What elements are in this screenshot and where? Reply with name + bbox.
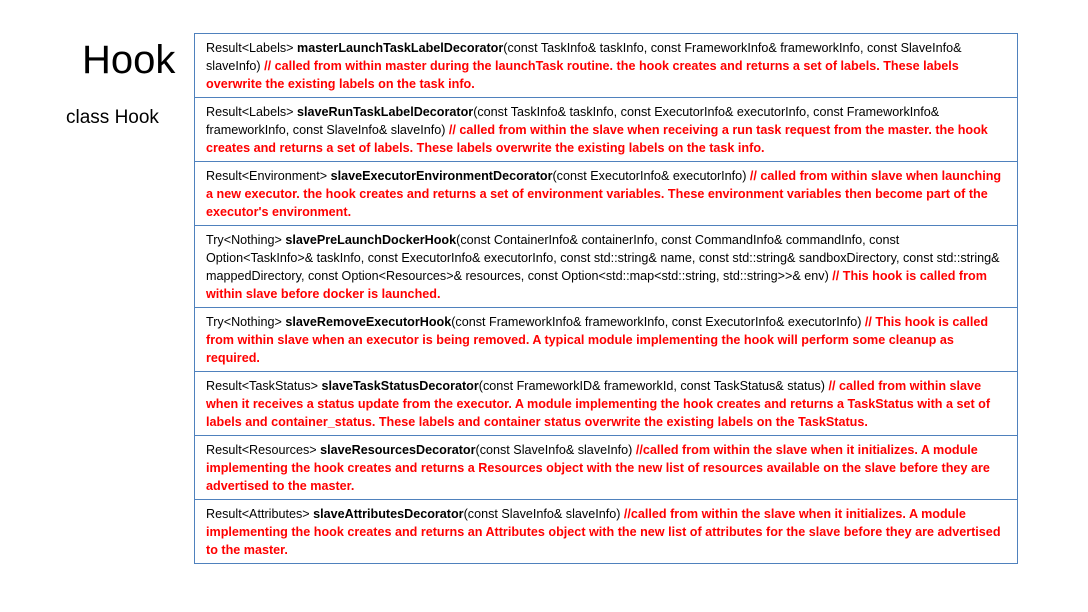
function-params: (const ContainerInfo& containerInfo, const CommandInfo& commandInfo, const Option<TaskInfo>& taskInfo, const ExecutorInfo& executorInfo, const std::string& name, const std::string& sandboxDirectory, const std::string& mappedDirectory, const Option<Resources>& resources, const Option<std::map<std::string, std::string>>& env) xyxy=(206,233,1000,283)
function-comment: //called from within the slave when it initializes. A module implementing the hook creates and returns a Resources object with the new list of resources available on the slave before they are advertised to the master. xyxy=(206,443,990,493)
function-params: (const TaskInfo& taskInfo, const FrameworkInfo& frameworkInfo, const SlaveInfo& slaveInfo) xyxy=(206,41,962,73)
hook-row xyxy=(195,436,1017,500)
return-type: Result<Attributes> xyxy=(206,507,310,521)
hook-row xyxy=(195,500,1017,563)
function-comment: // called from within the slave when receiving a run task request from the master. the hook creates and returns a set of labels. These labels overwrite the existing labels on the task info. xyxy=(206,123,988,155)
function-params: (const SlaveInfo& slaveInfo) xyxy=(475,443,633,457)
function-name: masterLaunchTaskLabelDecorator xyxy=(297,41,504,55)
function-name: slaveTaskStatusDecorator xyxy=(321,379,479,393)
function-name: slaveResourcesDecorator xyxy=(320,443,476,457)
hook-row xyxy=(195,226,1017,308)
function-comment: // called from within master during the launchTask routine. the hook creates and returns a set of labels. These labels overwrite the existing labels on the task info. xyxy=(206,59,959,91)
function-comment: // called from within slave when launching a new executor. the hook creates and returns a set of environment variables. These environment variables then become part of the executor's environment. xyxy=(206,169,1002,219)
function-params: (const FrameworkInfo& frameworkInfo, const ExecutorInfo& executorInfo) xyxy=(451,315,862,329)
function-name: slaveExecutorEnvironmentDecorator xyxy=(330,169,553,183)
hook-row xyxy=(195,98,1017,162)
function-params: (const SlaveInfo& slaveInfo) xyxy=(463,507,621,521)
function-comment: // called from within slave when it receives a status update from the executor. A module implementing the hook creates and returns a TaskStatus with a set of labels and container_status. These labels and container status overwrite the existing labels on the TaskStatus. xyxy=(206,379,991,429)
hook-row xyxy=(195,308,1017,372)
function-name: slavePreLaunchDockerHook xyxy=(285,233,457,247)
return-type: Try<Nothing> xyxy=(206,233,282,247)
slide-subtitle: class Hook xyxy=(66,107,159,128)
hook-row xyxy=(195,372,1017,436)
function-comment: // This hook is called from within slave when an executor is being removed. A typical module implementing the hook will perform some cleanup as required. xyxy=(206,315,989,365)
function-name: slaveRemoveExecutorHook xyxy=(285,315,452,329)
function-name: slaveRunTaskLabelDecorator xyxy=(297,105,474,119)
return-type: Result<Labels> xyxy=(206,105,294,119)
function-params: (const ExecutorInfo& executorInfo) xyxy=(552,169,747,183)
return-type: Result<Labels> xyxy=(206,41,294,55)
hook-table xyxy=(194,33,1018,564)
function-name: slaveAttributesDecorator xyxy=(313,507,464,521)
slide-title: Hook xyxy=(82,38,176,82)
hook-row xyxy=(195,162,1017,226)
hook-row xyxy=(195,34,1017,98)
return-type: Result<TaskStatus> xyxy=(206,379,319,393)
function-comment: //called from within the slave when it initializes. A module implementing the hook creates and returns an Attributes object with the new list of attributes for the slave before they are advertised to the master. xyxy=(206,507,1001,557)
return-type: Result<Environment> xyxy=(206,169,328,183)
return-type: Try<Nothing> xyxy=(206,315,282,329)
function-comment: // This hook is called from within slave before docker is launched. xyxy=(206,269,987,301)
return-type: Result<Resources> xyxy=(206,443,317,457)
function-params: (const TaskInfo& taskInfo, const ExecutorInfo& executorInfo, const FrameworkInfo& frameworkInfo, const SlaveInfo& slaveInfo) xyxy=(206,105,940,137)
function-params: (const FrameworkID& frameworkId, const TaskStatus& status) xyxy=(478,379,825,393)
